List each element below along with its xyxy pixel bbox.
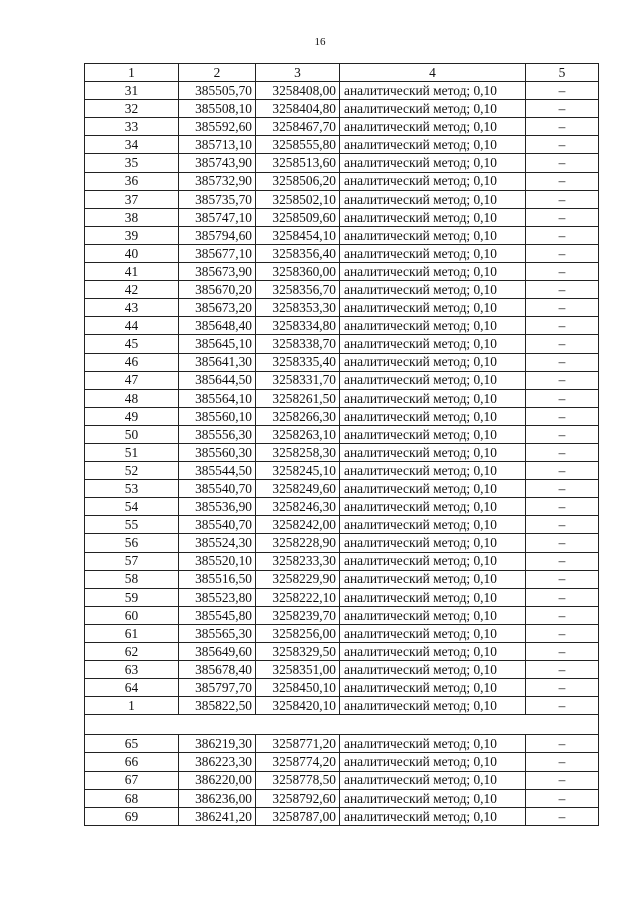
y-coordinate-cell: 3258242,00 (256, 516, 340, 534)
point-number-cell: 67 (85, 771, 179, 789)
x-coordinate-cell: 385560,10 (179, 407, 256, 425)
dash-cell: – (526, 82, 599, 100)
point-number-cell: 48 (85, 389, 179, 407)
x-coordinate-cell: 386220,00 (179, 771, 256, 789)
method-cell: аналитический метод; 0,10 (340, 317, 526, 335)
table-row (85, 624, 599, 642)
point-number-cell: 39 (85, 226, 179, 244)
y-coordinate-cell: 3258228,90 (256, 534, 340, 552)
table-row (85, 263, 599, 281)
method-cell: аналитический метод; 0,10 (340, 606, 526, 624)
point-number-cell: 56 (85, 534, 179, 552)
point-number-cell: 60 (85, 606, 179, 624)
header-cell-2: 2 (179, 64, 256, 82)
method-cell: аналитический метод; 0,10 (340, 208, 526, 226)
method-cell: аналитический метод; 0,10 (340, 643, 526, 661)
y-coordinate-cell: 3258778,50 (256, 771, 340, 789)
y-coordinate-cell: 3258338,70 (256, 335, 340, 353)
method-cell: аналитический метод; 0,10 (340, 443, 526, 461)
dash-cell: – (526, 588, 599, 606)
table-row (85, 100, 599, 118)
table-row (85, 425, 599, 443)
dash-cell: – (526, 480, 599, 498)
y-coordinate-cell: 3258360,00 (256, 263, 340, 281)
dash-cell: – (526, 498, 599, 516)
table-header-row (85, 64, 599, 82)
method-cell: аналитический метод; 0,10 (340, 570, 526, 588)
point-number-cell: 34 (85, 136, 179, 154)
x-coordinate-cell: 385540,70 (179, 516, 256, 534)
point-number-cell: 31 (85, 82, 179, 100)
y-coordinate-cell: 3258502,10 (256, 190, 340, 208)
point-number-cell: 61 (85, 624, 179, 642)
dash-cell: – (526, 317, 599, 335)
method-cell: аналитический метод; 0,10 (340, 771, 526, 789)
y-coordinate-cell: 3258266,30 (256, 407, 340, 425)
table-row (85, 480, 599, 498)
method-cell: аналитический метод; 0,10 (340, 407, 526, 425)
method-cell: аналитический метод; 0,10 (340, 136, 526, 154)
y-coordinate-cell: 3258771,20 (256, 735, 340, 753)
table-row (85, 118, 599, 136)
point-number-cell: 64 (85, 679, 179, 697)
x-coordinate-cell: 386241,20 (179, 807, 256, 825)
spacer-cell (85, 715, 599, 735)
point-number-cell: 66 (85, 753, 179, 771)
method-cell: аналитический метод; 0,10 (340, 299, 526, 317)
method-cell: аналитический метод; 0,10 (340, 789, 526, 807)
x-coordinate-cell: 385565,30 (179, 624, 256, 642)
page-number: 16 (314, 36, 326, 48)
point-number-cell: 42 (85, 281, 179, 299)
dash-cell: – (526, 190, 599, 208)
point-number-cell: 49 (85, 407, 179, 425)
method-cell: аналитический метод; 0,10 (340, 82, 526, 100)
point-number-cell: 33 (85, 118, 179, 136)
x-coordinate-cell: 385564,10 (179, 389, 256, 407)
dash-cell: – (526, 534, 599, 552)
point-number-cell: 36 (85, 172, 179, 190)
x-coordinate-cell: 385747,10 (179, 208, 256, 226)
table-row (85, 516, 599, 534)
table-row (85, 407, 599, 425)
dash-cell: – (526, 118, 599, 136)
dash-cell: – (526, 154, 599, 172)
dash-cell: – (526, 136, 599, 154)
table-row (85, 606, 599, 624)
y-coordinate-cell: 3258420,10 (256, 697, 340, 715)
dash-cell: – (526, 697, 599, 715)
table-row (85, 679, 599, 697)
method-cell: аналитический метод; 0,10 (340, 154, 526, 172)
table-row (85, 735, 599, 753)
x-coordinate-cell: 385520,10 (179, 552, 256, 570)
table-row (85, 299, 599, 317)
dash-cell: – (526, 516, 599, 534)
method-cell: аналитический метод; 0,10 (340, 661, 526, 679)
method-cell: аналитический метод; 0,10 (340, 697, 526, 715)
point-number-cell: 41 (85, 263, 179, 281)
table-row (85, 570, 599, 588)
x-coordinate-cell: 385524,30 (179, 534, 256, 552)
table-row (85, 353, 599, 371)
x-coordinate-cell: 385545,80 (179, 606, 256, 624)
y-coordinate-cell: 3258351,00 (256, 661, 340, 679)
x-coordinate-cell: 385713,10 (179, 136, 256, 154)
table-row (85, 534, 599, 552)
y-coordinate-cell: 3258408,00 (256, 82, 340, 100)
y-coordinate-cell: 3258513,60 (256, 154, 340, 172)
x-coordinate-cell: 385505,70 (179, 82, 256, 100)
point-number-cell: 44 (85, 317, 179, 335)
x-coordinate-cell: 385544,50 (179, 462, 256, 480)
x-coordinate-cell: 385794,60 (179, 226, 256, 244)
point-number-cell: 54 (85, 498, 179, 516)
dash-cell: – (526, 552, 599, 570)
table-row (85, 771, 599, 789)
method-cell: аналитический метод; 0,10 (340, 226, 526, 244)
table-row (85, 789, 599, 807)
method-cell: аналитический метод; 0,10 (340, 498, 526, 516)
y-coordinate-cell: 3258329,50 (256, 643, 340, 661)
method-cell: аналитический метод; 0,10 (340, 753, 526, 771)
method-cell: аналитический метод; 0,10 (340, 118, 526, 136)
y-coordinate-cell: 3258222,10 (256, 588, 340, 606)
dash-cell: – (526, 679, 599, 697)
point-number-cell: 52 (85, 462, 179, 480)
dash-cell: – (526, 226, 599, 244)
method-cell: аналитический метод; 0,10 (340, 263, 526, 281)
x-coordinate-cell: 385536,90 (179, 498, 256, 516)
point-number-cell: 47 (85, 371, 179, 389)
table-row (85, 190, 599, 208)
point-number-cell: 59 (85, 588, 179, 606)
x-coordinate-cell: 386236,00 (179, 789, 256, 807)
x-coordinate-cell: 385592,60 (179, 118, 256, 136)
x-coordinate-cell: 385641,30 (179, 353, 256, 371)
header-cell-4: 4 (340, 64, 526, 82)
table-row (85, 82, 599, 100)
dash-cell: – (526, 244, 599, 262)
header-cell-5: 5 (526, 64, 599, 82)
y-coordinate-cell: 3258555,80 (256, 136, 340, 154)
dash-cell: – (526, 643, 599, 661)
y-coordinate-cell: 3258258,30 (256, 443, 340, 461)
point-number-cell: 38 (85, 208, 179, 226)
table-row (85, 552, 599, 570)
coordinates-table-container (84, 63, 598, 826)
point-number-cell: 43 (85, 299, 179, 317)
y-coordinate-cell: 3258331,70 (256, 371, 340, 389)
y-coordinate-cell: 3258454,10 (256, 226, 340, 244)
point-number-cell: 58 (85, 570, 179, 588)
point-number-cell: 68 (85, 789, 179, 807)
table-row (85, 154, 599, 172)
x-coordinate-cell: 385523,80 (179, 588, 256, 606)
point-number-cell: 40 (85, 244, 179, 262)
x-coordinate-cell: 385644,50 (179, 371, 256, 389)
y-coordinate-cell: 3258239,70 (256, 606, 340, 624)
x-coordinate-cell: 386219,30 (179, 735, 256, 753)
method-cell: аналитический метод; 0,10 (340, 100, 526, 118)
method-cell: аналитический метод; 0,10 (340, 335, 526, 353)
y-coordinate-cell: 3258229,90 (256, 570, 340, 588)
x-coordinate-cell: 385560,30 (179, 443, 256, 461)
point-number-cell: 51 (85, 443, 179, 461)
dash-cell: – (526, 462, 599, 480)
x-coordinate-cell: 385645,10 (179, 335, 256, 353)
dash-cell: – (526, 771, 599, 789)
dash-cell: – (526, 407, 599, 425)
y-coordinate-cell: 3258263,10 (256, 425, 340, 443)
x-coordinate-cell: 385516,50 (179, 570, 256, 588)
table-row (85, 753, 599, 771)
x-coordinate-cell: 386223,30 (179, 753, 256, 771)
x-coordinate-cell: 385670,20 (179, 281, 256, 299)
dash-cell: – (526, 624, 599, 642)
point-number-cell: 35 (85, 154, 179, 172)
dash-cell: – (526, 735, 599, 753)
y-coordinate-cell: 3258335,40 (256, 353, 340, 371)
x-coordinate-cell: 385540,70 (179, 480, 256, 498)
table-row (85, 661, 599, 679)
dash-cell: – (526, 753, 599, 771)
y-coordinate-cell: 3258356,40 (256, 244, 340, 262)
method-cell: аналитический метод; 0,10 (340, 371, 526, 389)
y-coordinate-cell: 3258774,20 (256, 753, 340, 771)
point-number-cell: 55 (85, 516, 179, 534)
dash-cell: – (526, 335, 599, 353)
y-coordinate-cell: 3258506,20 (256, 172, 340, 190)
x-coordinate-cell: 385732,90 (179, 172, 256, 190)
method-cell: аналитический метод; 0,10 (340, 353, 526, 371)
table-row (85, 389, 599, 407)
y-coordinate-cell: 3258450,10 (256, 679, 340, 697)
point-number-cell: 62 (85, 643, 179, 661)
x-coordinate-cell: 385678,40 (179, 661, 256, 679)
method-cell: аналитический метод; 0,10 (340, 807, 526, 825)
point-number-cell: 65 (85, 735, 179, 753)
x-coordinate-cell: 385797,70 (179, 679, 256, 697)
point-number-cell: 45 (85, 335, 179, 353)
dash-cell: – (526, 389, 599, 407)
y-coordinate-cell: 3258353,30 (256, 299, 340, 317)
method-cell: аналитический метод; 0,10 (340, 480, 526, 498)
x-coordinate-cell: 385673,20 (179, 299, 256, 317)
y-coordinate-cell: 3258792,60 (256, 789, 340, 807)
dash-cell: – (526, 807, 599, 825)
method-cell: аналитический метод; 0,10 (340, 172, 526, 190)
y-coordinate-cell: 3258356,70 (256, 281, 340, 299)
table-row (85, 697, 599, 715)
y-coordinate-cell: 3258256,00 (256, 624, 340, 642)
method-cell: аналитический метод; 0,10 (340, 516, 526, 534)
y-coordinate-cell: 3258404,80 (256, 100, 340, 118)
dash-cell: – (526, 208, 599, 226)
method-cell: аналитический метод; 0,10 (340, 679, 526, 697)
point-number-cell: 32 (85, 100, 179, 118)
table-row (85, 136, 599, 154)
point-number-cell: 69 (85, 807, 179, 825)
x-coordinate-cell: 385673,90 (179, 263, 256, 281)
table-row (85, 643, 599, 661)
y-coordinate-cell: 3258467,70 (256, 118, 340, 136)
dash-cell: – (526, 281, 599, 299)
x-coordinate-cell: 385508,10 (179, 100, 256, 118)
dash-cell: – (526, 100, 599, 118)
method-cell: аналитический метод; 0,10 (340, 389, 526, 407)
method-cell: аналитический метод; 0,10 (340, 588, 526, 606)
y-coordinate-cell: 3258249,60 (256, 480, 340, 498)
table-row (85, 208, 599, 226)
header-cell-3: 3 (256, 64, 340, 82)
point-number-cell: 46 (85, 353, 179, 371)
dash-cell: – (526, 789, 599, 807)
method-cell: аналитический метод; 0,10 (340, 534, 526, 552)
method-cell: аналитический метод; 0,10 (340, 552, 526, 570)
dash-cell: – (526, 353, 599, 371)
x-coordinate-cell: 385743,90 (179, 154, 256, 172)
table-row (85, 281, 599, 299)
table-row (85, 371, 599, 389)
y-coordinate-cell: 3258233,30 (256, 552, 340, 570)
point-number-cell: 63 (85, 661, 179, 679)
table-row (85, 498, 599, 516)
table-row (85, 443, 599, 461)
method-cell: аналитический метод; 0,10 (340, 244, 526, 262)
point-number-cell: 57 (85, 552, 179, 570)
dash-cell: – (526, 299, 599, 317)
table-row (85, 317, 599, 335)
dash-cell: – (526, 606, 599, 624)
y-coordinate-cell: 3258509,60 (256, 208, 340, 226)
point-number-cell: 50 (85, 425, 179, 443)
method-cell: аналитический метод; 0,10 (340, 624, 526, 642)
y-coordinate-cell: 3258787,00 (256, 807, 340, 825)
coordinates-table (84, 63, 599, 826)
dash-cell: – (526, 263, 599, 281)
dash-cell: – (526, 661, 599, 679)
method-cell: аналитический метод; 0,10 (340, 735, 526, 753)
x-coordinate-cell: 385822,50 (179, 697, 256, 715)
dash-cell: – (526, 570, 599, 588)
method-cell: аналитический метод; 0,10 (340, 462, 526, 480)
y-coordinate-cell: 3258261,50 (256, 389, 340, 407)
y-coordinate-cell: 3258334,80 (256, 317, 340, 335)
method-cell: аналитический метод; 0,10 (340, 281, 526, 299)
method-cell: аналитический метод; 0,10 (340, 425, 526, 443)
x-coordinate-cell: 385649,60 (179, 643, 256, 661)
method-cell: аналитический метод; 0,10 (340, 190, 526, 208)
x-coordinate-cell: 385735,70 (179, 190, 256, 208)
table-row (85, 244, 599, 262)
dash-cell: – (526, 443, 599, 461)
dash-cell: – (526, 172, 599, 190)
x-coordinate-cell: 385677,10 (179, 244, 256, 262)
point-number-cell: 37 (85, 190, 179, 208)
y-coordinate-cell: 3258246,30 (256, 498, 340, 516)
dash-cell: – (526, 425, 599, 443)
x-coordinate-cell: 385556,30 (179, 425, 256, 443)
point-number-cell: 53 (85, 480, 179, 498)
table-row (85, 226, 599, 244)
table-body (85, 64, 599, 826)
table-row (85, 462, 599, 480)
header-cell-1: 1 (85, 64, 179, 82)
point-number-cell: 1 (85, 697, 179, 715)
table-row (85, 588, 599, 606)
table-row (85, 172, 599, 190)
y-coordinate-cell: 3258245,10 (256, 462, 340, 480)
table-row (85, 335, 599, 353)
dash-cell: – (526, 371, 599, 389)
table-row (85, 807, 599, 825)
x-coordinate-cell: 385648,40 (179, 317, 256, 335)
table-spacer-row (85, 715, 599, 735)
